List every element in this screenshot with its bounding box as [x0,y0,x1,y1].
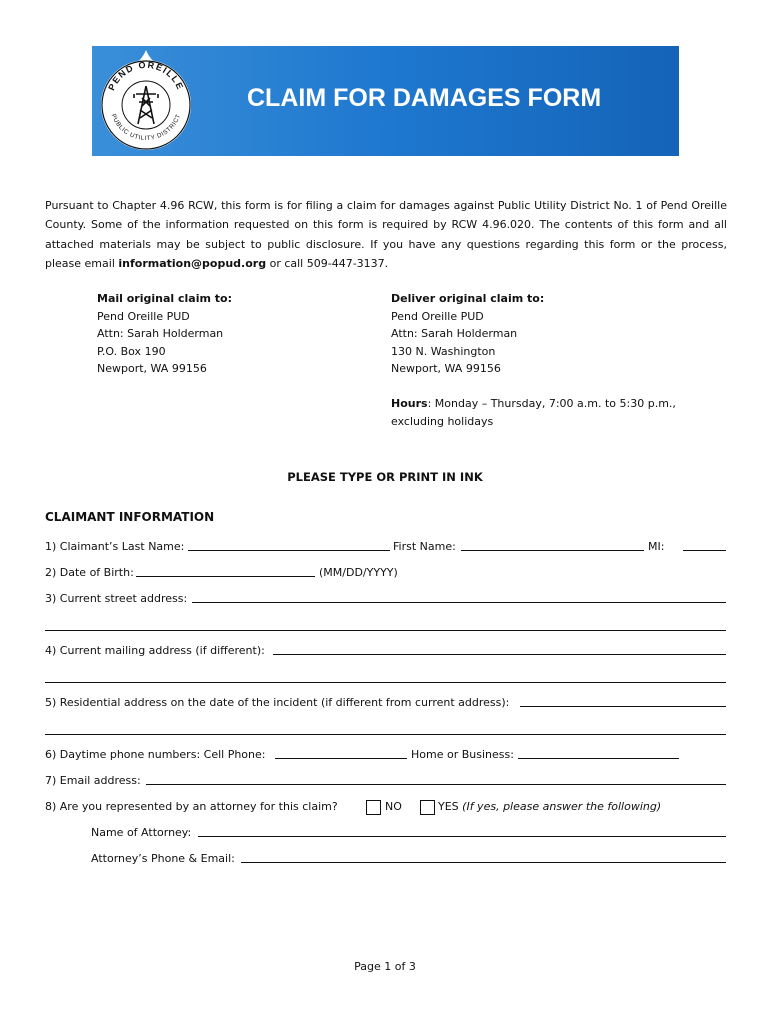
logo-bottom-text: PUBLIC UTILITY DISTRICT [109,112,183,143]
intro-paragraph [45,196,727,273]
intro-line: attached materials may be subject to public disclosure. If you have any questions regarding this form or the process, [45,237,727,251]
mail-heading: Mail original claim to: [97,292,232,305]
print-instruction: PLEASE TYPE OR PRINT IN INK [287,470,483,484]
attorney-yes-checkbox[interactable] [420,800,435,815]
first-name-field[interactable] [461,538,644,551]
attorney-name-field[interactable] [198,824,726,837]
intro-text: please email [45,256,119,270]
hours-text: : Monday – Thursday, 7:00 a.m. to 5:30 p.m., [427,397,676,410]
mail-line: P.O. Box 190 [97,344,166,358]
logo-top-text: PEND OREILLE [106,59,186,92]
attorney-yes-label: YES [438,800,459,813]
attorney-contact-label: Attorney’s Phone & Email: [91,852,235,865]
home-business-phone-field[interactable] [518,746,679,759]
header-banner [92,46,679,156]
attorney-contact-field[interactable] [241,850,726,863]
cell-phone-field[interactable] [275,746,407,759]
deliver-line: Newport, WA 99156 [391,362,501,376]
first-name-label: First Name: [393,540,456,553]
last-name-field[interactable] [188,538,390,551]
street-address-field[interactable] [192,590,726,603]
mi-label: MI: [648,540,665,553]
dob-format-hint: (MM/DD/YYYY) [319,566,398,579]
attorney-name-label: Name of Attorney: [91,826,192,839]
email-field[interactable] [146,772,726,785]
attorney-no-label: NO [385,800,402,813]
mailing-address-field[interactable] [273,642,726,655]
office-hours [391,395,676,430]
page-number: Page 1 of 3 [354,960,416,973]
deliver-line: Pend Oreille PUD [391,309,484,323]
attorney-yes-label-group [438,797,661,816]
q5-residential-label: 5) Residential address on the date of the incident (if different from current address): [45,696,510,709]
pud-logo [96,48,196,154]
q6-phone-label: 6) Daytime phone numbers: Cell Phone: [45,748,266,761]
hours-label: Hours [391,397,428,410]
mail-line: Pend Oreille PUD [97,309,190,323]
mail-line: Attn: Sarah Holderman [97,327,224,341]
deliver-line: 130 N. Washington [391,344,496,358]
intro-line: Pursuant to Chapter 4.96 RCW, this form is for filing a claim for damages against Public Utility District No. 1 of Pend Oreille [45,199,727,212]
q7-email-label: 7) Email address: [45,774,141,787]
intro-text: or call 509-447-3137. [266,256,389,270]
deliver-heading: Deliver original claim to: [391,292,545,305]
form-title: CLAIM FOR DAMAGES FORM [247,84,602,112]
residential-address-field-line2[interactable] [45,734,726,735]
mail-address-block [97,290,232,378]
intro-line [45,254,727,273]
q3-street-label: 3) Current street address: [45,592,188,605]
middle-initial-field[interactable] [683,538,726,551]
street-address-field-line2[interactable] [45,630,726,631]
intro-line: County. Some of the information requested on this form is required by RCW 4.96.020. The contents of this form and all [45,218,727,232]
q1-last-name-label: 1) Claimant’s Last Name: [45,540,185,553]
date-of-birth-field[interactable] [136,564,315,577]
deliver-line: Attn: Sarah Holderman [391,327,518,341]
residential-address-field[interactable] [520,694,726,707]
mail-line: Newport, WA 99156 [97,362,207,376]
home-business-label: Home or Business: [411,748,514,761]
section-title: CLAIMANT INFORMATION [45,510,215,524]
contact-email[interactable]: information@popud.org [118,256,267,270]
q2-dob-label: 2) Date of Birth: [45,566,134,579]
mailing-address-field-line2[interactable] [45,682,726,683]
deliver-address-block [391,290,544,378]
q4-mailing-label: 4) Current mailing address (if different): [45,644,265,657]
attorney-no-checkbox[interactable] [366,800,381,815]
attorney-yes-hint: (If yes, please answer the following) [462,800,662,813]
hours-line: excluding holidays [391,414,494,428]
q8-attorney-question: 8) Are you represented by an attorney for this claim? [45,800,338,813]
